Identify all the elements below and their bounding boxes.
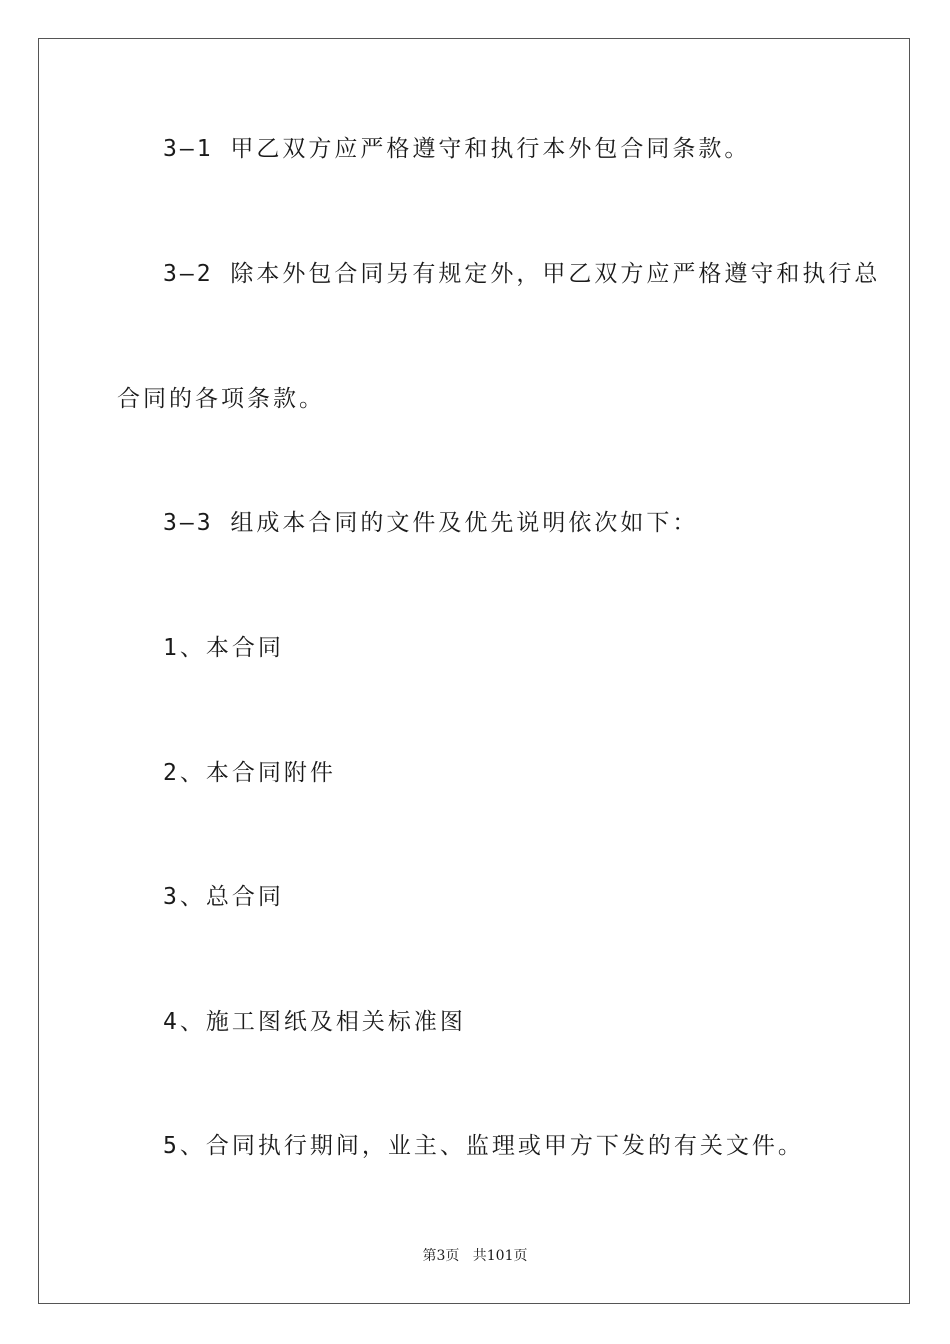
list-item-5: 5、合同执行期间，业主、监理或甲方下发的有关文件。 [163,1133,804,1159]
clause-3-2-continuation: 合同的各项条款。 [117,386,325,412]
list-item-4: 4、施工图纸及相关标准图 [163,1009,466,1035]
clause-3-3: 3—3 组成本合同的文件及优先说明依次如下： [163,510,699,536]
page-border [38,38,910,1304]
page-total: 共101页 [472,1248,528,1264]
list-item-3: 3、总合同 [163,884,284,910]
list-item-2: 2、本合同附件 [163,760,336,786]
clause-3-2: 3—2 除本外包合同另有规定外，甲乙双方应严格遵守和执行总 [163,261,881,287]
clause-3-1: 3—1 甲乙双方应严格遵守和执行本外包合同条款。 [163,136,751,162]
page-number: 第3页 [422,1248,460,1264]
page-footer [0,1247,950,1265]
list-item-1: 1、本合同 [163,635,284,661]
